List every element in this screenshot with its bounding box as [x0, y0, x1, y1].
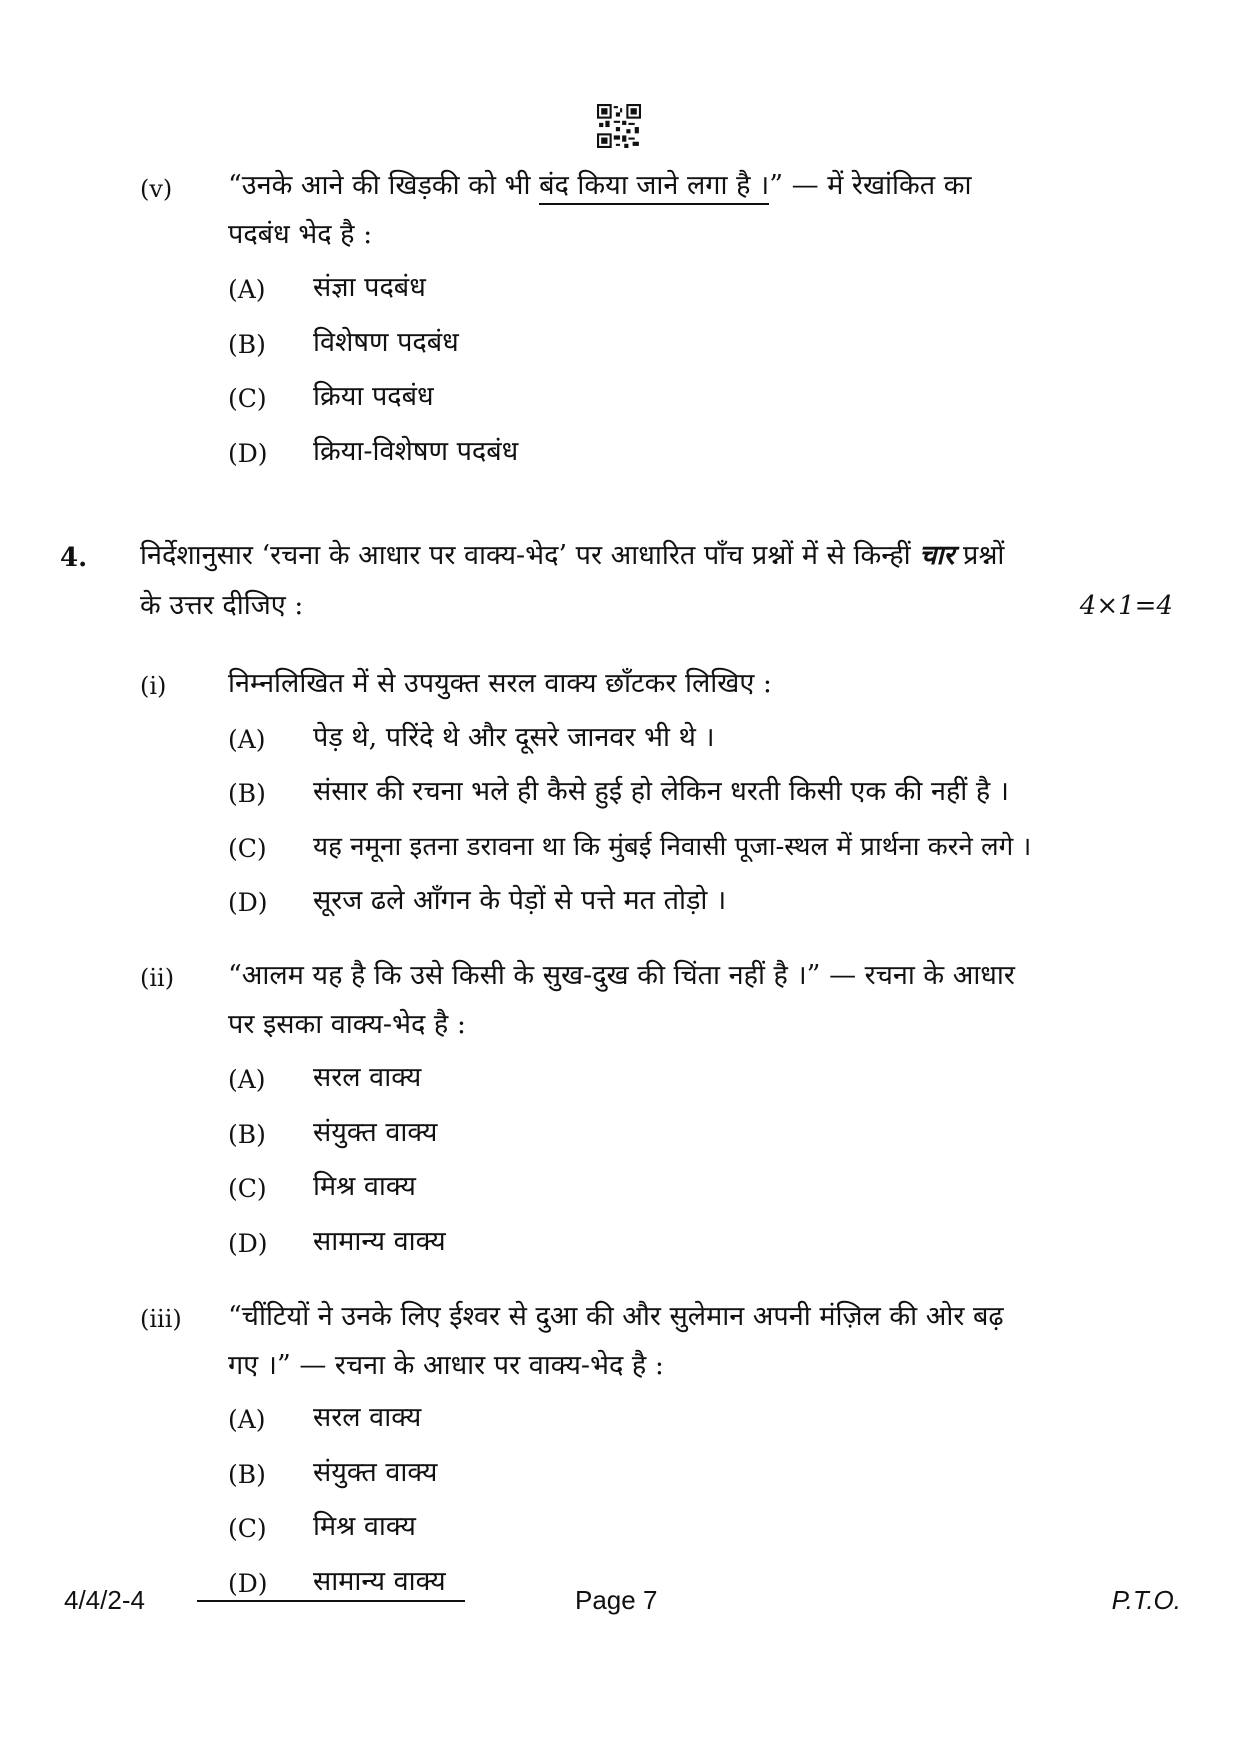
q4iii-option-a-label: (A) — [228, 1405, 266, 1434]
qr-code-icon — [597, 104, 641, 148]
q4i-option-c-label: (C) — [228, 834, 267, 863]
q4ii-option-a-label: (A) — [228, 1065, 266, 1094]
q4-instruction-post: प्रश्नों — [954, 540, 1005, 571]
q3v-option-c-text: क्रिया पदबंध — [313, 381, 434, 412]
q4ii-option-d-label: (D) — [228, 1229, 268, 1258]
q4-instruction-line2: के उत्तर दीजिए : — [140, 590, 304, 621]
q3v-option-d-text: क्रिया-विशेषण पदबंध — [313, 436, 519, 467]
q4iii-option-c-label: (C) — [228, 1514, 267, 1543]
q3v-option-d-label: (D) — [228, 439, 268, 468]
footer-page-number: Page 7 — [575, 1585, 658, 1615]
footer-divider — [197, 1600, 465, 1602]
q4-instruction-line1 — [140, 536, 1004, 576]
q3v-stem-line2: पदबंध भेद है : — [228, 219, 373, 250]
q3v-option-a-text: संज्ञा पदबंध — [313, 272, 426, 303]
q3v-number: (v) — [140, 175, 173, 203]
q3v-stem-pre: “उनके आने की खिड़की को भी — [228, 170, 540, 201]
q4ii-number: (ii) — [140, 964, 175, 992]
q4iii-option-b-text: संयुक्त वाक्य — [313, 1457, 438, 1488]
q3v-option-b-text: विशेषण पदबंध — [313, 327, 459, 358]
footer-paper-code: 4/4/2-4 — [64, 1585, 145, 1615]
q4i-option-b-label: (B) — [228, 779, 266, 808]
q4ii-option-d-text: सामान्य वाक्य — [313, 1226, 446, 1257]
q4iii-option-d-text: सामान्य वाक्य — [313, 1566, 446, 1597]
q4ii-option-b-label: (B) — [228, 1120, 266, 1149]
footer-pto: P.T.O. — [1111, 1585, 1181, 1615]
q4iii-stem-line2: गए ।” — रचना के आधार पर वाक्य-भेद है : — [228, 1350, 664, 1381]
q4i-number: (i) — [140, 672, 167, 700]
q4iii-number: (iii) — [140, 1305, 182, 1333]
q3v-underlined-phrase: बंद किया जाने लगा है । — [539, 170, 769, 205]
q4i-option-c-text: यह नमूना इतना डरावना था कि मुंबई निवासी पूजा-स्थल में प्रार्थना करने लगे । — [313, 832, 1032, 862]
q4ii-option-b-text: संयुक्त वाक्य — [313, 1117, 438, 1148]
q4ii-option-c-text: मिश्र वाक्य — [313, 1171, 416, 1202]
q4-bold-word: चार — [919, 540, 955, 571]
q3v-option-c-label: (C) — [228, 384, 267, 413]
q3v-option-b-label: (B) — [228, 330, 266, 359]
q4-instruction-pre: निर्देशानुसार ‘रचना के आधार पर वाक्य-भेद’ पर आधारित पाँच प्रश्नों में से किन्हीं — [140, 540, 920, 571]
q4ii-option-c-label: (C) — [228, 1174, 267, 1203]
q4ii-stem-line1: “आलम यह है कि उसे किसी के सुख-दुख की चिंता नहीं है ।” — रचना के आधार — [228, 960, 1015, 991]
q4i-stem: निम्नलिखित में से उपयुक्त सरल वाक्य छाँटकर लिखिए : — [228, 668, 772, 699]
q4i-option-d-label: (D) — [228, 888, 268, 917]
q4iii-option-c-text: मिश्र वाक्य — [313, 1511, 416, 1542]
q4ii-option-a-text: सरल वाक्य — [313, 1062, 422, 1093]
q4-number: 4. — [60, 543, 88, 573]
q3v-stem-post: ” — में रेखांकित का — [769, 170, 972, 201]
q4-marks: 4×1=4 — [1079, 591, 1173, 621]
q4i-option-a-text: पेड़ थे, परिंदे थे और दूसरे जानवर भी थे । — [313, 722, 715, 753]
q3v-stem-line1 — [228, 166, 971, 206]
q4iii-option-d-label: (D) — [228, 1569, 268, 1598]
q4i-option-a-label: (A) — [228, 725, 266, 754]
q4i-option-d-text: सूरज ढले आँगन के पेड़ों से पत्ते मत तोड़ो । — [313, 885, 727, 916]
q4iii-option-a-text: सरल वाक्य — [313, 1402, 422, 1433]
q4ii-stem-line2: पर इसका वाक्य-भेद है : — [228, 1009, 466, 1040]
q3v-option-a-label: (A) — [228, 275, 266, 304]
q4i-option-b-text: संसार की रचना भले ही कैसे हुई हो लेकिन धरती किसी एक की नहीं है । — [313, 776, 1010, 807]
q4iii-stem-line1: “चींटियों ने उनके लिए ईश्वर से दुआ की और सुलेमान अपनी मंज़िल की ओर बढ़ — [228, 1301, 1004, 1332]
q4iii-option-b-label: (B) — [228, 1460, 266, 1489]
